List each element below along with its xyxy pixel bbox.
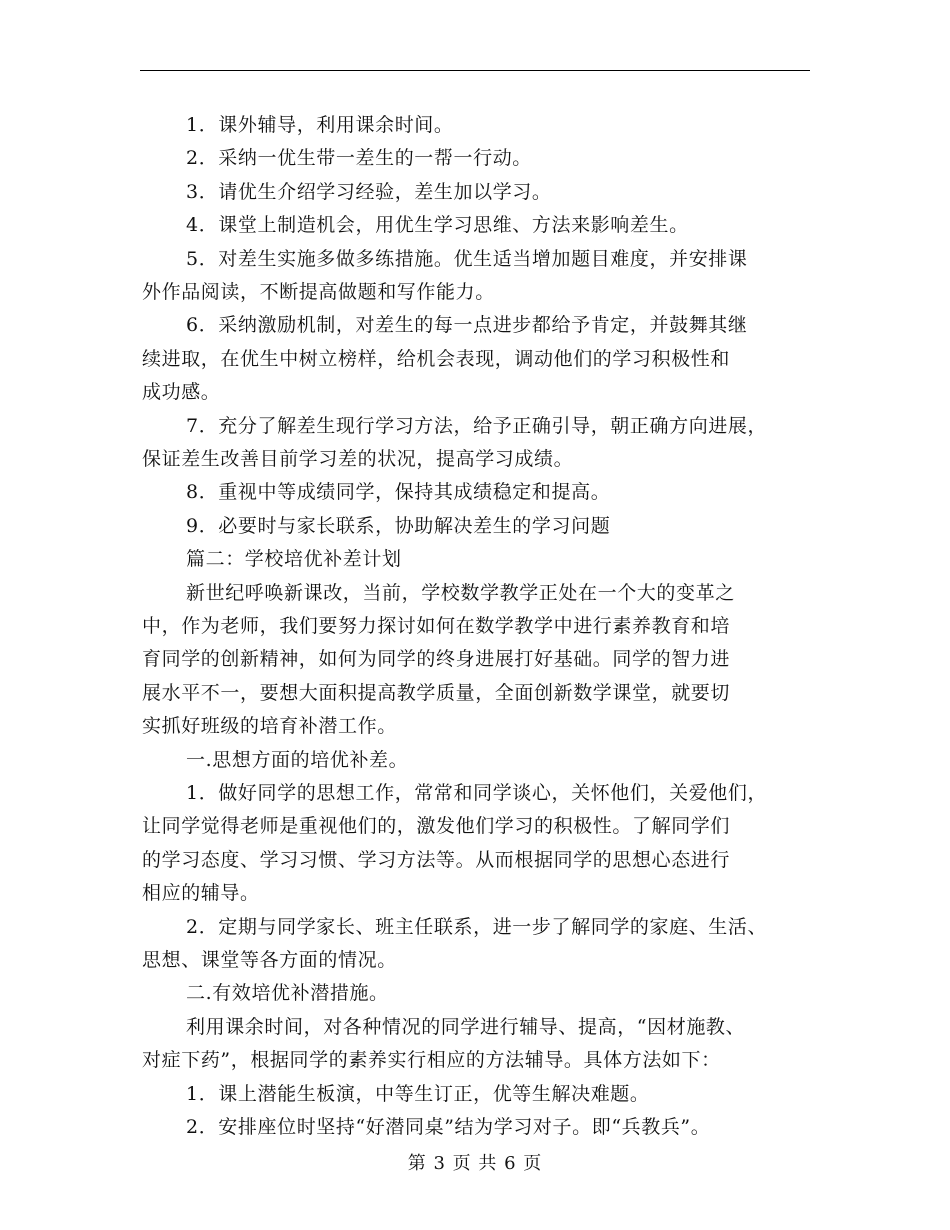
text-line: 1．做好同学的思想工作，常常和同学谈心，关怀他们，关爱他们， (186, 782, 768, 804)
text-line: 8．重视中等成绩同学，保持其成绩稳定和提高。 (186, 481, 611, 504)
header-rule (140, 70, 810, 71)
text-line: 中，作为老师，我们要努力探讨如何在数学教学中进行素养教育和培 (142, 615, 731, 637)
text-line: 5．对差生实施多做多练措施。优生适当增加题目难度，并安排课 (186, 247, 748, 270)
text-line: 实抓好班级的培育补潜工作。 (142, 715, 397, 738)
text-line: 相应的辅导。 (142, 882, 260, 905)
text-line: 思想、课堂等各方面的情况。 (142, 949, 397, 971)
text-line: 展水平不一，要想大面积提高教学质量，全面创新数学课堂，就要切 (142, 681, 731, 704)
text-line: 育同学的创新精神，如何为同学的终身进展打好基础。同学的智力进 (142, 648, 731, 671)
text-line: 一.思想方面的培优补差。 (186, 748, 409, 771)
text-line: 保证差生改善目前学习差的状况，提高学习成绩。 (142, 448, 574, 470)
text-line: 对症下药”，根据同学的素养实行相应的方法辅导。具体方法如下： (142, 1049, 721, 1072)
text-line: 3．请优生介绍学习经验，差生加以学习。 (186, 180, 552, 203)
text-line: 7．充分了解差生现行学习方法，给予正确引导，朝正确方向进展， (186, 414, 768, 437)
text-line: 1．课外辅导，利用课余时间。 (186, 114, 454, 136)
text-line: 的学习态度、学习习惯、学习方法等。从而根据同学的思想心态进行 (142, 848, 731, 871)
text-line: 2．采纳一优生带一差生的一帮一行动。 (186, 147, 532, 170)
text-line: 二.有效培优补潜措施。 (186, 982, 389, 1005)
text-line: 9．必要时与家长联系，协助解决差生的学习问题 (186, 514, 611, 537)
text-line: 2．安排座位时坚持“好潜同桌”结为学习对子。即“兵教兵”。 (186, 1116, 711, 1138)
text-line: 新世纪呼唤新课改，当前，学校数学教学正处在一个大的变革之 (186, 581, 735, 604)
text-line: 利用课余时间，对各种情况的同学进行辅导、提高，“因材施教、 (186, 1015, 746, 1038)
text-line: 成功感。 (142, 381, 221, 404)
page-footer: 第 3 页 共 6 页 (407, 1153, 543, 1174)
text-line: 2．定期与同学家长、班主任联系，进一步了解同学的家庭、生活、 (186, 915, 768, 938)
text-line: 让同学觉得老师是重视他们的，激发他们学习的积极性。了解同学们 (142, 815, 731, 838)
text-line: 篇二：学校培优补差计划 (186, 548, 402, 571)
text-line: 1．课上潜能生板演，中等生订正，优等生解决难题。 (186, 1082, 650, 1105)
text-line: 续进取，在优生中树立榜样，给机会表现，调动他们的学习积极性和 (142, 347, 731, 370)
text-line: 4．课堂上制造机会，用优生学习思维、方法来影响差生。 (186, 214, 689, 237)
text-line: 6．采纳激励机制，对差生的每一点进步都给予肯定，并鼓舞其继 (186, 314, 748, 337)
text-line: 外作品阅读，不断提高做题和写作能力。 (142, 281, 495, 303)
